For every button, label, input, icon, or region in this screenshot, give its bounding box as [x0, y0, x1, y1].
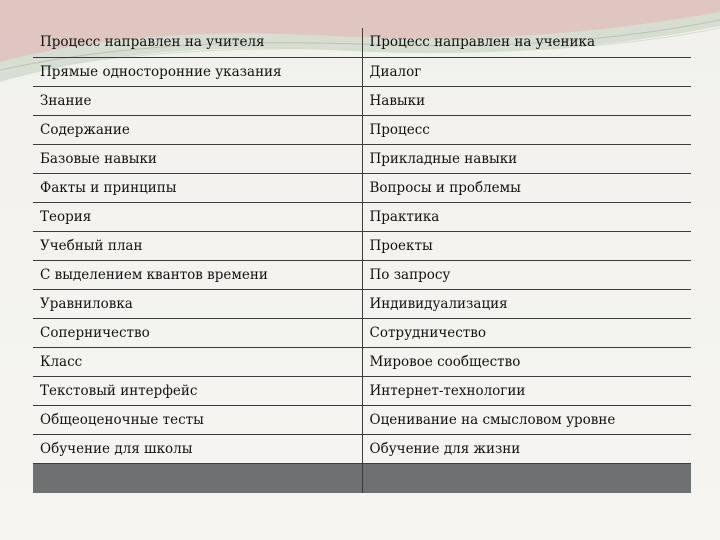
cell-student-centered: Интернет-технологии: [362, 376, 691, 405]
cell-student-centered: Вопросы и проблемы: [362, 173, 691, 202]
table-row: [33, 260, 691, 289]
cell-student-centered: Обучение для жизни: [362, 434, 691, 463]
cell-student-centered: Диалог: [362, 57, 691, 86]
table-row: [33, 289, 691, 318]
table-row: [33, 86, 691, 115]
cell-teacher-centered: Класс: [33, 347, 362, 376]
table-row: [33, 173, 691, 202]
cell-teacher-centered: Общеоценочные тесты: [33, 405, 362, 434]
cell-teacher-centered: Текстовый интерфейс: [33, 376, 362, 405]
cell-teacher-centered: Знание: [33, 86, 362, 115]
cell-student-centered: Проекты: [362, 231, 691, 260]
table-row: [33, 144, 691, 173]
cell-student-centered: Оценивание на смысловом уровне: [362, 405, 691, 434]
table-footer-band: [33, 463, 691, 493]
table-row: [33, 434, 691, 463]
cell-student-centered: Сотрудничество: [362, 318, 691, 347]
cell-teacher-centered: Базовые навыки: [33, 144, 362, 173]
cell-teacher-centered: Учебный план: [33, 231, 362, 260]
table-row: [33, 318, 691, 347]
comparison-table: [33, 28, 691, 493]
table-row: [33, 115, 691, 144]
table-row: [33, 376, 691, 405]
footer-cell: [362, 463, 691, 493]
cell-teacher-centered: Теория: [33, 202, 362, 231]
cell-student-centered: Индивидуализация: [362, 289, 691, 318]
cell-student-centered: Мировое сообщество: [362, 347, 691, 376]
cell-teacher-centered: Обучение для школы: [33, 434, 362, 463]
table-row: [33, 202, 691, 231]
cell-student-centered: Практика: [362, 202, 691, 231]
cell-teacher-centered: Уравниловка: [33, 289, 362, 318]
cell-student-centered: Навыки: [362, 86, 691, 115]
cell-student-centered: По запросу: [362, 260, 691, 289]
table-row: [33, 57, 691, 86]
cell-teacher-centered: С выделением квантов времени: [33, 260, 362, 289]
cell-student-centered: Процесс: [362, 115, 691, 144]
table-row: [33, 405, 691, 434]
table-row: [33, 347, 691, 376]
cell-student-centered: Процесс направлен на ученика: [362, 28, 691, 57]
cell-teacher-centered: Прямые односторонние указания: [33, 57, 362, 86]
cell-teacher-centered: Процесс направлен на учителя: [33, 28, 362, 57]
cell-teacher-centered: Содержание: [33, 115, 362, 144]
table-row: [33, 231, 691, 260]
footer-cell: [33, 463, 362, 493]
table-body: [33, 28, 691, 493]
cell-student-centered: Прикладные навыки: [362, 144, 691, 173]
cell-teacher-centered: Факты и принципы: [33, 173, 362, 202]
cell-teacher-centered: Соперничество: [33, 318, 362, 347]
table-row: [33, 28, 691, 57]
